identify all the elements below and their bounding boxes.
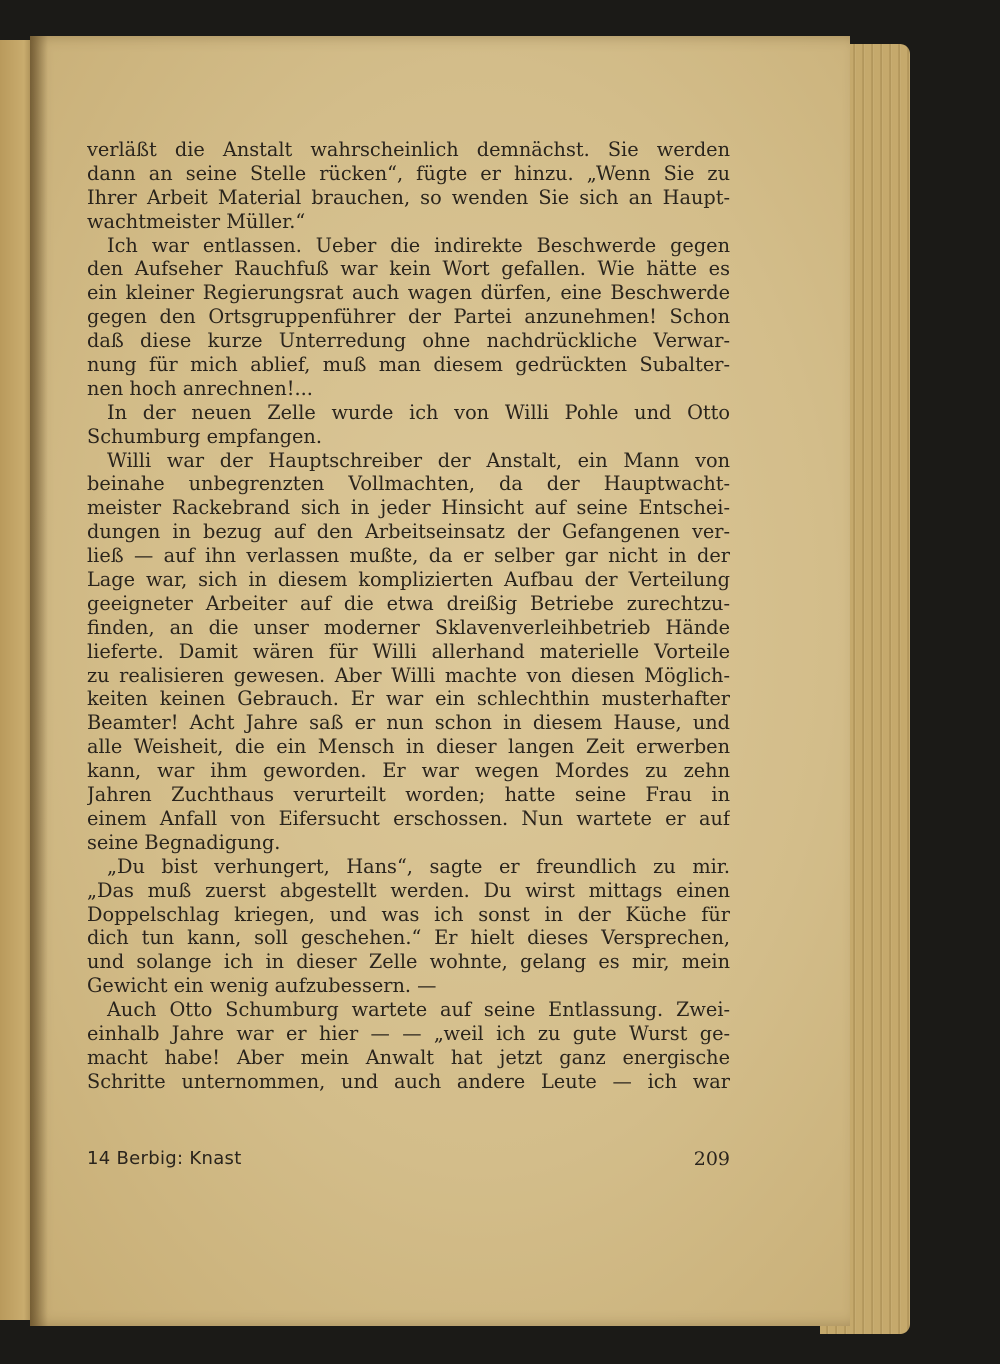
- text-line: ein kleiner Regierungsrat auch wagen dürfen, eine Beschwerde: [87, 281, 730, 305]
- text-line: gegen den Ortsgruppenführer der Partei anzunehmen! Schon: [87, 305, 730, 329]
- text-line: In der neuen Zelle wurde ich von Willi Pohle und Otto: [107, 400, 730, 424]
- text-line: Schritte unternommen, und auch andere Leute — ich war: [87, 1069, 730, 1093]
- text-line: einem Anfall von Eifersucht erschossen. Nun wartete er auf: [87, 806, 730, 830]
- text-line: Schumburg empfangen.: [87, 424, 322, 448]
- text-line: ließ — auf ihn verlassen mußte, da er selber gar nicht in der: [87, 544, 730, 568]
- text-line: Doppelschlag kriegen, und was ich sonst in der Küche für: [87, 902, 730, 926]
- text-line: Willi war der Hauptschreiber der Anstalt, ein Mann von: [107, 448, 730, 472]
- text-line: seine Begnadigung.: [87, 830, 281, 854]
- spine-shadow: [30, 36, 48, 1326]
- body-text: [87, 138, 730, 1094]
- text-line: geeigneter Arbeiter auf die etwa dreißig Betriebe zurechtzu-: [87, 591, 730, 615]
- text-line: Jahren Zuchthaus verurteilt worden; hatte seine Frau in: [87, 783, 730, 807]
- text-line: Auch Otto Schumburg wartete auf seine Entlassung. Zwei-: [107, 998, 730, 1022]
- text-line: beinahe unbegrenzten Vollmachten, da der Hauptwacht-: [87, 472, 730, 496]
- text-line: macht habe! Aber mein Anwalt hat jetzt ganz energische: [87, 1045, 730, 1069]
- text-line: und solange ich in dieser Zelle wohnte, gelang es mir, mein: [87, 950, 730, 974]
- text-line: den Aufseher Rauchfuß war kein Wort gefallen. Wie hätte es: [87, 257, 730, 281]
- text-line: nen hoch anrechnen!...: [87, 376, 313, 400]
- text-line: meister Rackebrand sich in jeder Hinsicht auf seine Entschei-: [87, 496, 730, 520]
- text-line: Lage war, sich in diesem komplizierten Aufbau der Verteilung: [87, 568, 730, 592]
- text-line: wachtmeister Müller.“: [87, 209, 306, 233]
- text-line: zu realisieren gewesen. Aber Willi machte von diesen Möglich-: [87, 663, 730, 687]
- text-line: dann an seine Stelle rücken“, fügte er hinzu. „Wenn Sie zu: [87, 161, 730, 185]
- text-line: dich tun kann, soll geschehen.“ Er hielt dieses Versprechen,: [87, 926, 730, 950]
- text-line: alle Weisheit, die ein Mensch in dieser langen Zeit erwerben: [87, 735, 730, 759]
- text-line: Ihrer Arbeit Material brauchen, so wenden Sie sich an Haupt-: [87, 185, 730, 209]
- text-line: Ich war entlassen. Ueber die indirekte Beschwerde gegen: [107, 233, 730, 257]
- text-line: dungen in bezug auf den Arbeitseinsatz der Gefangenen ver-: [87, 520, 730, 544]
- text-line: daß diese kurze Unterredung ohne nachdrückliche Verwar-: [87, 329, 730, 353]
- text-line: „Du bist verhungert, Hans“, sagte er freundlich zu mir.: [107, 854, 730, 878]
- text-line: kann, war ihm geworden. Er war wegen Mordes zu zehn: [87, 759, 730, 783]
- text-line: einhalb Jahre war er hier — — „weil ich zu gute Wurst ge-: [87, 1021, 730, 1045]
- text-line: „Das muß zuerst abgestellt werden. Du wirst mittags einen: [87, 878, 730, 902]
- text-line: finden, an die unser moderner Sklavenverleihbetrieb Hände: [87, 615, 730, 639]
- text-line: Beamter! Acht Jahre saß er nun schon in diesem Hause, und: [87, 711, 730, 735]
- signature-mark: 14 Berbig: Knast: [87, 1148, 242, 1169]
- text-line: nung für mich ablief, muß man diesem gedrückten Subalter-: [87, 353, 730, 377]
- page-number: 209: [693, 1148, 730, 1170]
- text-line: Gewicht ein wenig aufzubessern. —: [87, 974, 437, 998]
- text-line: lieferte. Damit wären für Willi allerhand materielle Vorteile: [87, 639, 730, 663]
- text-line: verläßt die Anstalt wahrscheinlich demnächst. Sie werden: [87, 138, 730, 161]
- text-line: keiten keinen Gebrauch. Er war ein schlechthin musterhafter: [87, 687, 730, 711]
